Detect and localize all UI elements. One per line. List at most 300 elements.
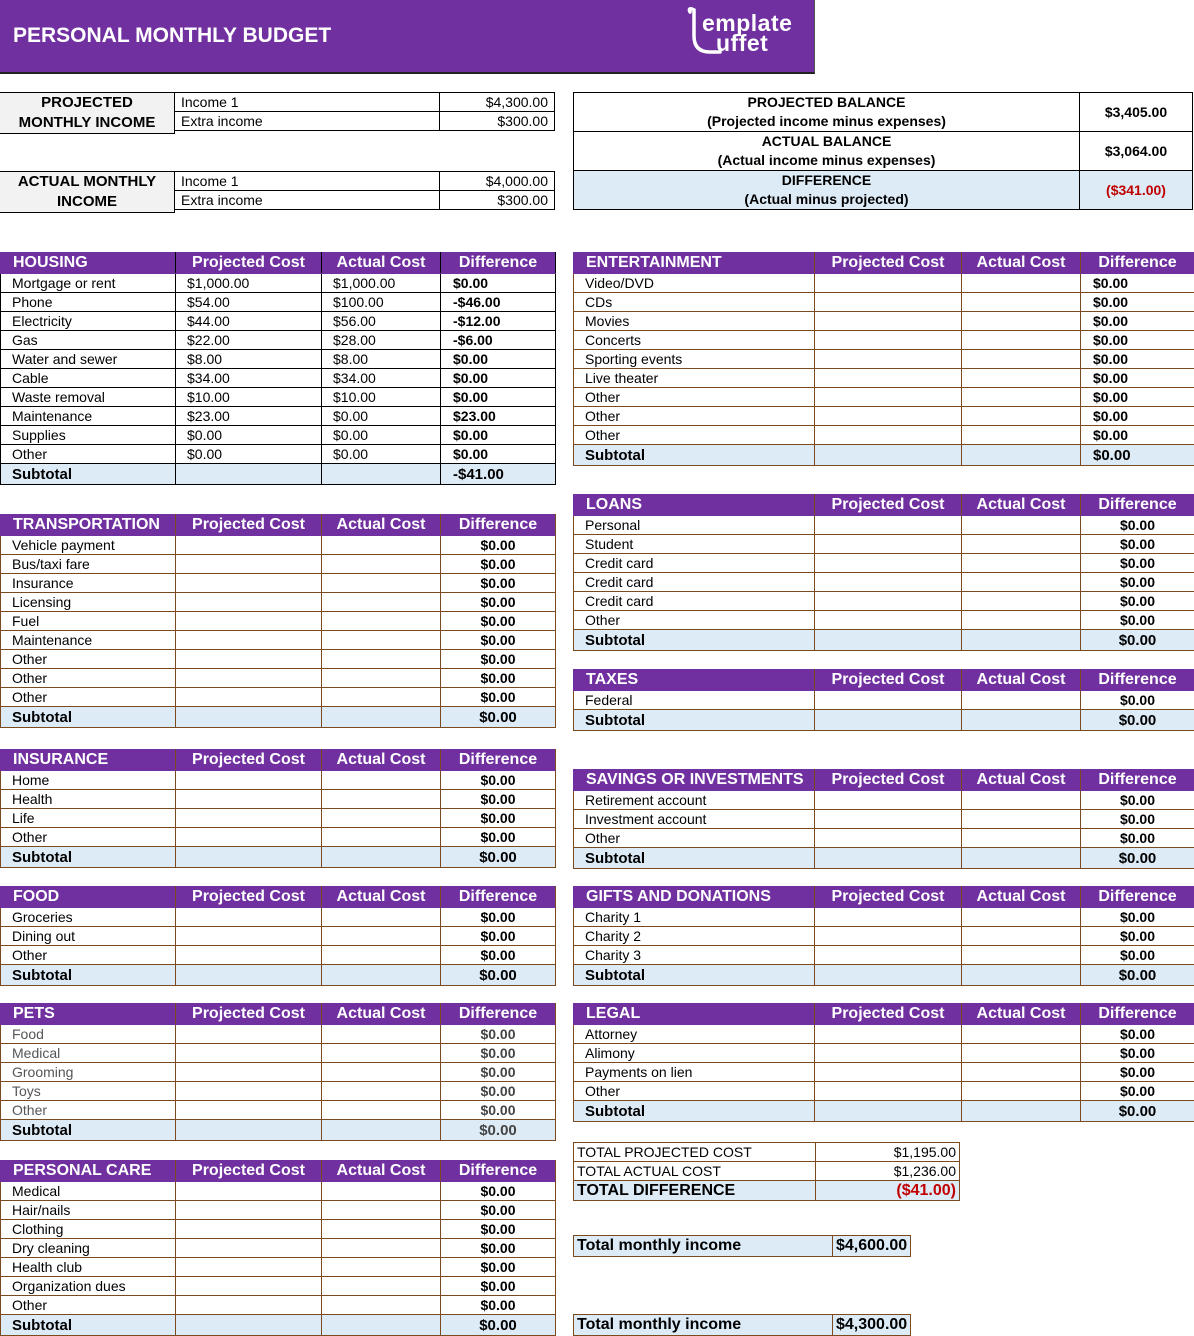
item-name[interactable]: Charity 2	[574, 927, 815, 946]
actual-cost-cell[interactable]	[962, 331, 1081, 350]
actual-cost-cell[interactable]	[962, 829, 1081, 848]
projected-cost-cell[interactable]	[176, 828, 322, 847]
projected-cost-cell[interactable]	[176, 927, 322, 946]
actual-cost-cell[interactable]	[322, 1025, 441, 1044]
actual-cost-cell[interactable]	[322, 1239, 441, 1258]
item-name[interactable]: Other	[1, 688, 176, 707]
table-row	[1, 1277, 556, 1296]
projected-cost-cell[interactable]	[176, 669, 322, 688]
item-name[interactable]: Maintenance	[1, 407, 176, 426]
subtotal-label: Subtotal	[1, 464, 176, 485]
table-row	[1, 946, 556, 965]
actual-cost-cell[interactable]	[322, 1182, 441, 1201]
actual-cost-cell[interactable]	[322, 1201, 441, 1220]
subtotal-label: Subtotal	[1, 707, 176, 728]
actual-cost-cell[interactable]	[322, 908, 441, 927]
actual-cost-cell[interactable]	[322, 1296, 441, 1315]
item-name[interactable]: Mortgage or rent	[1, 274, 176, 293]
projected-cost-cell[interactable]	[176, 790, 322, 809]
actual-cost-cell[interactable]: $56.00	[322, 312, 441, 331]
actual-cost-cell[interactable]	[322, 1044, 441, 1063]
item-name[interactable]: Gas	[1, 331, 176, 350]
difference-header: Difference	[441, 515, 556, 536]
actual-cost-cell[interactable]: $8.00	[322, 350, 441, 369]
projected-cost-cell[interactable]: $0.00	[176, 426, 322, 445]
item-name[interactable]: Other	[1, 946, 176, 965]
difference-cell: $0.00	[441, 1220, 556, 1239]
subtotal-difference: -$41.00	[441, 464, 556, 485]
item-name[interactable]: Vehicle payment	[1, 536, 176, 555]
projected-cost-cell[interactable]	[176, 555, 322, 574]
projected-cost-cell[interactable]	[815, 908, 962, 927]
difference-cell: $0.00	[441, 388, 556, 407]
actual-cost-cell[interactable]	[962, 426, 1081, 445]
actual-cost-cell[interactable]	[322, 771, 441, 790]
item-name[interactable]: Credit card	[574, 554, 815, 573]
actual-cost-cell[interactable]	[322, 574, 441, 593]
actual-cost-cell[interactable]	[962, 516, 1081, 535]
projected-cost-cell[interactable]	[176, 574, 322, 593]
projected-cost-header: Projected Cost	[176, 1004, 322, 1025]
subtotal-label: Subtotal	[574, 710, 815, 731]
item-name[interactable]: Health	[1, 790, 176, 809]
actual-cost-cell[interactable]: $10.00	[322, 388, 441, 407]
projected-cost-header: Projected Cost	[815, 887, 962, 908]
subtotal-difference: $0.00	[1081, 445, 1194, 466]
personal-care-header-row	[1, 1161, 556, 1182]
subtotal-row	[1, 965, 556, 986]
difference-cell: $0.00	[441, 669, 556, 688]
difference-cell: $0.00	[441, 631, 556, 650]
projected-cost-cell[interactable]	[815, 691, 962, 710]
item-name[interactable]: Student	[574, 535, 815, 554]
projected-cost-cell[interactable]	[815, 407, 962, 426]
actual-cost-cell[interactable]	[962, 312, 1081, 331]
food-header-row	[1, 887, 556, 908]
projected-cost-cell[interactable]	[176, 1044, 322, 1063]
item-name[interactable]: Attorney	[574, 1025, 815, 1044]
actual-cost-cell[interactable]	[322, 1220, 441, 1239]
subtotal-row	[1, 1315, 556, 1336]
actual-cost-cell[interactable]	[962, 611, 1081, 630]
category-title: HOUSING	[1, 253, 176, 274]
item-name[interactable]: Groceries	[1, 908, 176, 927]
projected-cost-cell[interactable]	[815, 516, 962, 535]
table-row	[1, 1239, 556, 1258]
actual-cost-cell[interactable]: $0.00	[322, 426, 441, 445]
actual-cost-cell[interactable]	[962, 691, 1081, 710]
difference-header: Difference	[441, 253, 556, 274]
actual-cost-cell[interactable]	[322, 946, 441, 965]
total-actual-value: $1,236.00	[816, 1162, 960, 1181]
item-name[interactable]: Phone	[1, 293, 176, 312]
item-name[interactable]: Other	[1, 650, 176, 669]
subtotal-row	[1, 847, 556, 868]
income-name[interactable]: Extra income	[175, 191, 440, 210]
gifts-table	[573, 886, 1194, 986]
item-name[interactable]: Maintenance	[1, 631, 176, 650]
item-name[interactable]: Alimony	[574, 1044, 815, 1063]
projected-cost-cell[interactable]	[176, 536, 322, 555]
item-name[interactable]: Bus/taxi fare	[1, 555, 176, 574]
actual-cost-cell[interactable]	[962, 810, 1081, 829]
subtotal-projected	[815, 965, 962, 986]
template-buffet-logo	[686, 6, 808, 58]
projected-cost-cell[interactable]	[815, 369, 962, 388]
projected-cost-cell[interactable]: $22.00	[176, 331, 322, 350]
table-row	[1, 612, 556, 631]
difference-cell: $0.00	[441, 350, 556, 369]
difference-cell: $0.00	[441, 612, 556, 631]
projected-cost-cell[interactable]	[815, 388, 962, 407]
actual-cost-cell[interactable]	[322, 1101, 441, 1120]
projected-cost-cell[interactable]	[815, 535, 962, 554]
table-row	[1, 331, 556, 350]
subtotal-label: Subtotal	[1, 1315, 176, 1336]
income-name[interactable]: Extra income	[175, 112, 440, 131]
projected-cost-cell[interactable]: $0.00	[176, 445, 322, 464]
projected-cost-cell[interactable]: $8.00	[176, 350, 322, 369]
projected-cost-cell[interactable]	[815, 274, 962, 293]
projected-cost-cell[interactable]	[176, 650, 322, 669]
actual-cost-cell[interactable]	[962, 388, 1081, 407]
item-name[interactable]: Home	[1, 771, 176, 790]
actual-cost-cell[interactable]	[322, 612, 441, 631]
income-name[interactable]: Income 1	[175, 93, 440, 112]
item-name[interactable]: Other	[1, 669, 176, 688]
actual-income-label: ACTUAL MONTHLY INCOME	[0, 172, 175, 213]
item-name[interactable]: Cable	[1, 369, 176, 388]
projected-cost-cell[interactable]	[815, 350, 962, 369]
subtotal-difference: $0.00	[441, 965, 556, 986]
actual-cost-cell[interactable]	[322, 669, 441, 688]
actual-cost-cell[interactable]	[962, 592, 1081, 611]
subtotal-row	[574, 965, 1194, 986]
projected-cost-cell[interactable]	[176, 1277, 322, 1296]
projected-cost-cell[interactable]	[815, 1025, 962, 1044]
actual-cost-cell[interactable]	[962, 407, 1081, 426]
subtotal-label: Subtotal	[1, 965, 176, 986]
difference-cell: $0.00	[441, 1063, 556, 1082]
item-name[interactable]: Other	[574, 1082, 815, 1101]
table-row	[1, 1082, 556, 1101]
table-row	[574, 791, 1194, 810]
projected-cost-cell[interactable]	[815, 946, 962, 965]
difference-cell: $0.00	[441, 274, 556, 293]
projected-cost-cell[interactable]	[176, 631, 322, 650]
item-name[interactable]: Charity 1	[574, 908, 815, 927]
actual-cost-cell[interactable]	[322, 1258, 441, 1277]
actual-cost-header: Actual Cost	[962, 253, 1081, 274]
actual-cost-cell[interactable]	[962, 1025, 1081, 1044]
item-name[interactable]: Grooming	[1, 1063, 176, 1082]
actual-cost-cell[interactable]: $0.00	[322, 407, 441, 426]
item-name[interactable]: Hair/nails	[1, 1201, 176, 1220]
actual-cost-cell[interactable]	[322, 927, 441, 946]
actual-cost-cell[interactable]: $100.00	[322, 293, 441, 312]
income-value[interactable]: $300.00	[440, 191, 555, 210]
pets-header-row	[1, 1004, 556, 1025]
difference-header: Difference	[441, 1004, 556, 1025]
subtotal-label: Subtotal	[574, 965, 815, 986]
projected-cost-cell[interactable]	[176, 593, 322, 612]
actual-cost-cell[interactable]	[322, 809, 441, 828]
difference-cell: $0.00	[441, 1201, 556, 1220]
actual-cost-cell[interactable]	[322, 631, 441, 650]
subtotal-actual	[962, 848, 1081, 869]
actual-cost-cell[interactable]	[322, 1082, 441, 1101]
projected-cost-cell[interactable]	[815, 573, 962, 592]
projected-cost-cell[interactable]: $34.00	[176, 369, 322, 388]
actual-cost-cell[interactable]	[962, 1044, 1081, 1063]
table-row	[574, 946, 1194, 965]
item-name[interactable]: Electricity	[1, 312, 176, 331]
projected-cost-cell[interactable]	[815, 331, 962, 350]
difference-cell: $0.00	[1081, 350, 1194, 369]
item-name[interactable]: Fuel	[1, 612, 176, 631]
item-name[interactable]: Other	[574, 388, 815, 407]
item-name[interactable]: Food	[1, 1025, 176, 1044]
actual-cost-cell[interactable]	[322, 650, 441, 669]
item-name[interactable]: Other	[1, 445, 176, 464]
actual-cost-cell[interactable]	[962, 1082, 1081, 1101]
subtotal-row	[574, 848, 1194, 869]
projected-cost-cell[interactable]: $1,000.00	[176, 274, 322, 293]
projected-cost-header: Projected Cost	[815, 253, 962, 274]
projected-cost-cell[interactable]: $10.00	[176, 388, 322, 407]
totals-table	[573, 1142, 960, 1201]
actual-cost-cell[interactable]: $0.00	[322, 445, 441, 464]
projected-cost-cell[interactable]	[176, 1025, 322, 1044]
difference-cell: $0.00	[1081, 535, 1194, 554]
item-name[interactable]: Licensing	[1, 593, 176, 612]
savings-table	[573, 769, 1194, 869]
actual-cost-cell[interactable]	[322, 1063, 441, 1082]
taxes-header-row	[574, 670, 1194, 691]
table-row	[574, 331, 1194, 350]
total-projected-value: $1,195.00	[816, 1143, 960, 1162]
loans-table	[573, 494, 1194, 651]
item-name[interactable]: Dry cleaning	[1, 1239, 176, 1258]
projected-cost-cell[interactable]	[176, 1063, 322, 1082]
projected-cost-cell[interactable]: $44.00	[176, 312, 322, 331]
actual-cost-header: Actual Cost	[322, 1161, 441, 1182]
projected-cost-cell[interactable]: $23.00	[176, 407, 322, 426]
item-name[interactable]: Retirement account	[574, 791, 815, 810]
item-name[interactable]: Other	[1, 1101, 176, 1120]
loans-header-row	[574, 495, 1194, 516]
category-title: PERSONAL CARE	[1, 1161, 176, 1182]
item-name[interactable]: CDs	[574, 293, 815, 312]
table-row	[1, 407, 556, 426]
actual-cost-cell[interactable]	[322, 593, 441, 612]
item-name[interactable]: Charity 3	[574, 946, 815, 965]
projected-cost-cell[interactable]	[176, 946, 322, 965]
actual-cost-cell[interactable]	[962, 369, 1081, 388]
income-value[interactable]: $300.00	[440, 112, 555, 131]
projected-cost-cell[interactable]	[815, 554, 962, 573]
projected-cost-cell[interactable]	[176, 1258, 322, 1277]
projected-cost-cell[interactable]: $54.00	[176, 293, 322, 312]
actual-cost-header: Actual Cost	[322, 515, 441, 536]
difference-cell: $0.00	[441, 1044, 556, 1063]
category-title: INSURANCE	[1, 750, 176, 771]
total-income-label: Total monthly income	[574, 1235, 833, 1256]
projected-cost-cell[interactable]	[815, 1044, 962, 1063]
actual-cost-header: Actual Cost	[962, 887, 1081, 908]
difference-header: Difference	[1081, 253, 1194, 274]
projected-cost-cell[interactable]	[176, 1296, 322, 1315]
projected-cost-cell[interactable]	[176, 612, 322, 631]
table-row	[574, 312, 1194, 331]
subtotal-actual	[322, 847, 441, 868]
projected-cost-cell[interactable]	[815, 1082, 962, 1101]
item-name[interactable]: Toys	[1, 1082, 176, 1101]
subtotal-actual	[322, 1315, 441, 1336]
actual-cost-cell[interactable]: $28.00	[322, 331, 441, 350]
item-name[interactable]: Organization dues	[1, 1277, 176, 1296]
savings-header-row	[574, 770, 1194, 791]
projected-cost-cell[interactable]	[815, 829, 962, 848]
item-name[interactable]: Concerts	[574, 331, 815, 350]
logo-text-top: emplate	[702, 10, 793, 36]
income-value[interactable]: $4,300.00	[440, 93, 555, 112]
item-name[interactable]: Dining out	[1, 927, 176, 946]
difference-cell: $0.00	[1081, 908, 1194, 927]
table-row	[574, 611, 1194, 630]
projected-cost-cell[interactable]	[815, 1063, 962, 1082]
item-name[interactable]: Waste removal	[1, 388, 176, 407]
insurance-header-row	[1, 750, 556, 771]
table-row	[1, 809, 556, 828]
actual-cost-cell[interactable]	[962, 946, 1081, 965]
item-name[interactable]: Life	[1, 809, 176, 828]
table-row	[574, 691, 1194, 710]
actual-cost-cell[interactable]	[322, 536, 441, 555]
subtotal-row	[574, 445, 1194, 466]
item-name[interactable]: Medical	[1, 1044, 176, 1063]
item-name[interactable]: Clothing	[1, 1220, 176, 1239]
projected-cost-cell[interactable]	[176, 1182, 322, 1201]
projected-cost-cell[interactable]	[176, 688, 322, 707]
logo-text-bottom: uffet	[716, 30, 769, 56]
actual-cost-cell[interactable]	[962, 554, 1081, 573]
projected-cost-cell[interactable]	[815, 791, 962, 810]
difference-header: Difference	[1081, 1004, 1194, 1025]
total-income-value: $4,300.00	[833, 1314, 911, 1335]
item-name[interactable]: Insurance	[1, 574, 176, 593]
actual-cost-cell[interactable]	[962, 350, 1081, 369]
item-name[interactable]: Other	[574, 426, 815, 445]
actual-cost-cell[interactable]	[322, 555, 441, 574]
table-row	[574, 388, 1194, 407]
item-name[interactable]: Other	[574, 611, 815, 630]
actual-cost-cell[interactable]	[962, 791, 1081, 810]
projected-cost-cell[interactable]	[176, 1101, 322, 1120]
actual-cost-header: Actual Cost	[322, 253, 441, 274]
item-name[interactable]: Other	[1, 828, 176, 847]
item-name[interactable]: Personal	[574, 516, 815, 535]
item-name[interactable]: Supplies	[1, 426, 176, 445]
actual-cost-cell[interactable]	[962, 293, 1081, 312]
actual-cost-cell[interactable]	[962, 274, 1081, 293]
projected-cost-cell[interactable]	[176, 908, 322, 927]
actual-cost-cell[interactable]	[962, 908, 1081, 927]
difference-header: Difference	[441, 750, 556, 771]
actual-cost-cell[interactable]	[322, 688, 441, 707]
actual-cost-cell[interactable]	[962, 927, 1081, 946]
item-name[interactable]: Federal	[574, 691, 815, 710]
subtotal-row	[574, 630, 1194, 651]
projected-cost-cell[interactable]	[176, 771, 322, 790]
item-name[interactable]: Other	[1, 1296, 176, 1315]
table-row	[1, 1258, 556, 1277]
actual-cost-cell[interactable]: $34.00	[322, 369, 441, 388]
actual-cost-cell[interactable]	[962, 535, 1081, 554]
actual-cost-cell[interactable]	[322, 790, 441, 809]
projected-cost-cell[interactable]	[815, 592, 962, 611]
income-value[interactable]: $4,000.00	[440, 172, 555, 191]
projected-cost-cell[interactable]	[815, 611, 962, 630]
projected-cost-cell[interactable]	[815, 293, 962, 312]
projected-cost-cell[interactable]	[815, 927, 962, 946]
actual-cost-cell[interactable]	[962, 1063, 1081, 1082]
projected-cost-cell[interactable]	[176, 1239, 322, 1258]
actual-cost-cell[interactable]	[322, 828, 441, 847]
table-row	[1, 1201, 556, 1220]
income-name[interactable]: Income 1	[175, 172, 440, 191]
actual-cost-cell[interactable]	[962, 573, 1081, 592]
item-name[interactable]: Live theater	[574, 369, 815, 388]
table-row	[574, 554, 1194, 573]
difference-cell: $0.00	[441, 445, 556, 464]
projected-cost-cell[interactable]	[815, 810, 962, 829]
projected-cost-cell[interactable]	[176, 1201, 322, 1220]
difference-cell: $0.00	[1081, 927, 1194, 946]
projected-cost-cell[interactable]	[815, 426, 962, 445]
actual-cost-cell[interactable]: $1,000.00	[322, 274, 441, 293]
actual-cost-cell[interactable]	[322, 1277, 441, 1296]
category-title: TAXES	[574, 670, 815, 691]
projected-cost-cell[interactable]	[176, 1082, 322, 1101]
difference-cell: $0.00	[1081, 1044, 1194, 1063]
item-name[interactable]: Health club	[1, 1258, 176, 1277]
projected-cost-cell[interactable]	[176, 1220, 322, 1239]
projected-cost-cell[interactable]	[815, 312, 962, 331]
table-row	[1, 631, 556, 650]
item-name[interactable]: Video/DVD	[574, 274, 815, 293]
item-name[interactable]: Medical	[1, 1182, 176, 1201]
item-name[interactable]: Credit card	[574, 592, 815, 611]
subtotal-row	[1, 707, 556, 728]
item-name[interactable]: Other	[574, 407, 815, 426]
item-name[interactable]: Sporting events	[574, 350, 815, 369]
projected-cost-cell[interactable]	[176, 809, 322, 828]
item-name[interactable]: Investment account	[574, 810, 815, 829]
item-name[interactable]: Movies	[574, 312, 815, 331]
item-name[interactable]: Water and sewer	[1, 350, 176, 369]
item-name[interactable]: Credit card	[574, 573, 815, 592]
subtotal-label: Subtotal	[574, 1101, 815, 1122]
item-name[interactable]: Payments on lien	[574, 1063, 815, 1082]
legal-table	[573, 1003, 1194, 1122]
table-row	[1, 669, 556, 688]
subtotal-actual	[962, 965, 1081, 986]
item-name[interactable]: Other	[574, 829, 815, 848]
difference-cell: $0.00	[441, 828, 556, 847]
difference-cell: $0.00	[1081, 274, 1194, 293]
table-row	[1, 1063, 556, 1082]
